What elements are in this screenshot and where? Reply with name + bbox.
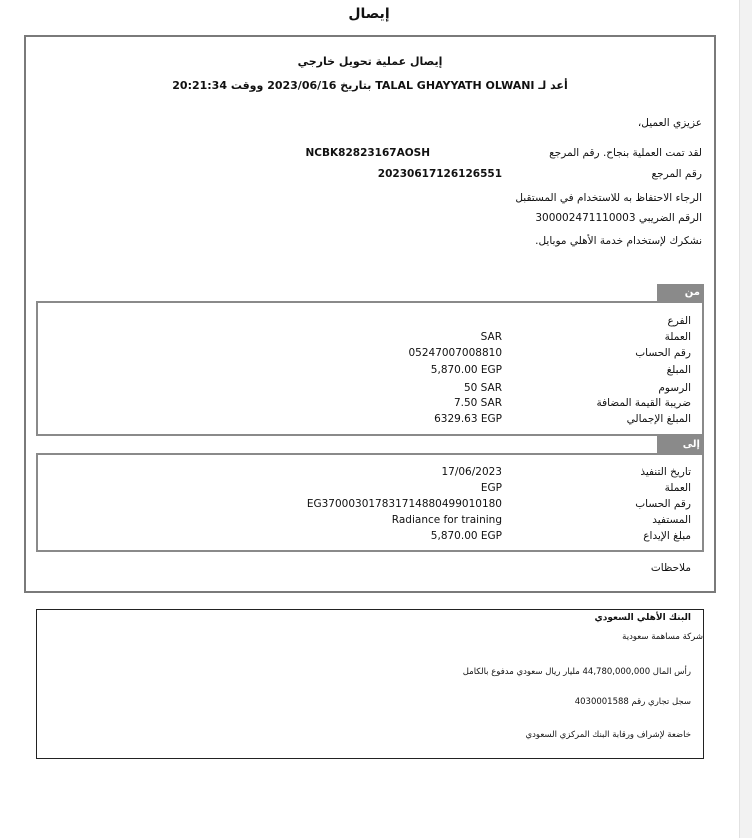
- ref-value: 20230617126126551: [377, 168, 502, 180]
- to-label-exec-date: تاريخ التنفيذ: [640, 466, 691, 478]
- supervision-line: خاضعة لإشراف ورقابة البنك المركزي السعودي: [525, 730, 691, 740]
- from-value-amount: 5,870.00 EGP: [430, 364, 502, 376]
- to-value-beneficiary: Radiance for training: [391, 514, 502, 526]
- tax-line: الرقم الضريبي 300002471110003: [535, 212, 702, 224]
- thanks-text: نشكرك لإستخدام خدمة الأهلي موبايل.: [535, 235, 702, 247]
- from-value-currency: SAR: [480, 331, 502, 343]
- from-label-fees: الرسوم: [658, 382, 691, 394]
- from-label-account: رقم الحساب: [635, 347, 691, 359]
- greeting: عزيزي العميل،: [637, 117, 702, 129]
- from-label-vat: ضريبة القيمة المضافة: [596, 397, 691, 409]
- bank-name: البنك الأهلي السعودي: [594, 613, 691, 623]
- to-value-account: EG370003017831714880499010180: [306, 498, 502, 510]
- company-type: شركة مساهمة سعودية: [622, 632, 703, 642]
- success-ref: NCBK82823167AOSH: [305, 147, 430, 159]
- from-value-fees: 50 SAR: [463, 382, 502, 394]
- to-value-currency: EGP: [480, 482, 502, 494]
- to-label-beneficiary: المستفيد: [652, 514, 691, 526]
- to-value-deposit: 5,870.00 EGP: [430, 530, 502, 542]
- scrollbar[interactable]: [739, 0, 752, 838]
- page-title: إيصال: [348, 6, 390, 22]
- ref-label: رقم المرجع: [651, 168, 702, 180]
- to-label-deposit: مبلغ الإيداع: [643, 530, 691, 542]
- from-value-total: 6329.63 EGP: [434, 413, 502, 425]
- from-label-total: المبلغ الإجمالي: [626, 413, 691, 425]
- to-label-account: رقم الحساب: [635, 498, 691, 510]
- from-section-tab: من: [657, 284, 704, 301]
- success-text: لقد تمت العملية بنجاح. رقم المرجع: [549, 147, 702, 159]
- to-section-tab: إلى: [657, 436, 704, 453]
- cr-line: سجل تجاري رقم 4030001588: [574, 697, 691, 707]
- receipt-heading: إيصال عملية تحويل خارجي: [297, 55, 443, 68]
- from-label-amount: المبلغ: [666, 364, 691, 376]
- from-value-vat: 7.50 SAR: [453, 397, 502, 409]
- prepared-line: أعد لـ TALAL GHAYYATH OLWANI بتاريخ 2023/06/16 ووقت 20:21:34: [172, 79, 568, 92]
- to-label-currency: العملة: [664, 482, 691, 494]
- from-value-account: 05247007008810: [408, 347, 502, 359]
- from-label-branch: الفرع: [667, 315, 691, 327]
- keep-text: الرجاء الاحتفاظ به للاستخدام في المستقبل: [515, 192, 702, 204]
- notes-label: ملاحظات: [650, 562, 691, 574]
- from-label-currency: العملة: [664, 331, 691, 343]
- to-value-exec-date: 17/06/2023: [441, 466, 502, 478]
- capital-line: رأس المال 44,780,000,000 مليار ريال سعودي مدفوع بالكامل: [462, 667, 691, 677]
